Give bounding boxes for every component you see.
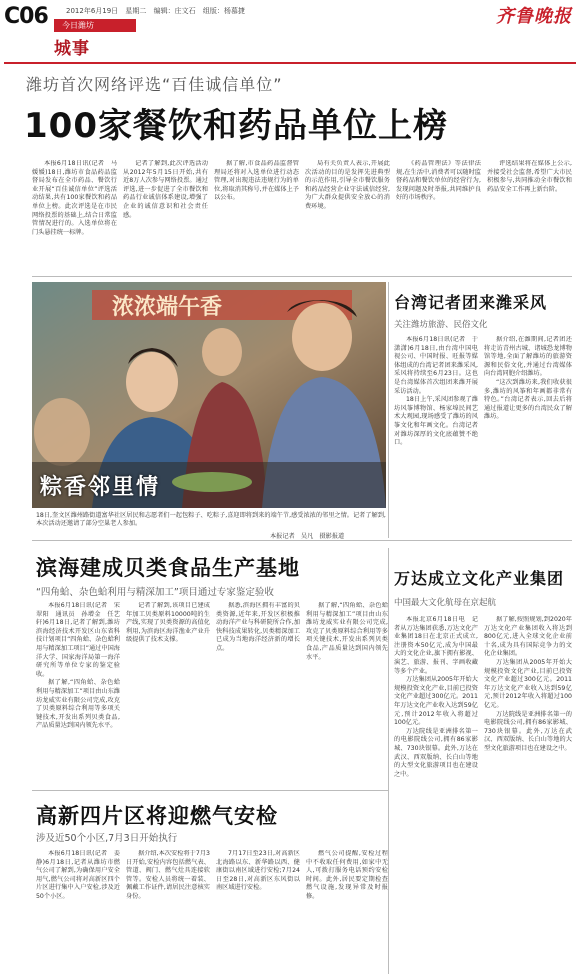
issue-weekday: 星期二 bbox=[125, 7, 147, 15]
binhai-col-2: 记者了解到,该项目已建成年加工贝类原料10000吨的生产线,实现了贝类资源的高值化利用,为滨海区海洋渔业产业升级提供了技术支撑。 bbox=[126, 602, 210, 644]
taiwan-col-2: 据介绍,在潍期间,记者团还将走访青州古城、诸城恐龙博物馆等地,全面了解潍坊的旅游资源和民俗文化,并通过台湾媒体向台湾同胞介绍潍坊。 “这次到潍坊来,我们收获很多,潍坊的风筝和年画都非常有特色。”台湾记者表示,回去后将通过报道让更多的台湾民众了解潍坊。 bbox=[484, 336, 572, 421]
editor-credit: 编辑：庄文石 bbox=[153, 7, 196, 15]
lead-kicker: 潍坊首次网络评选“百佳诚信单位” bbox=[26, 75, 283, 94]
section-title: 城事 bbox=[54, 39, 90, 59]
wanda-col-2: 据了解,按照规划,到2020年万达文化产业集团收入将达到800亿元,进入全球文化企业前十名,成为具有国际竞争力的文化企业集团。 万达集团从2005年开始大规模投资文化产业,目前已投资文化产业超过300亿元。2011年万达文化产业收入达到59亿元,预计2012年收入将超过100亿元。 万达院线是亚洲排名第一的电影院线公司,拥有86家影城、730块银幕。此外,万达在武汉、西双版纳、长白山等地的大型文化旅游项目也在建设之中。 bbox=[484, 616, 572, 752]
photo-credit: 本报记者 吴凡 摄影报道 bbox=[270, 533, 345, 540]
binhai-col-3: 据悉,滨海区拥有丰富的贝类资源,近年来,开发区积极推动海洋产业与科研院所合作,加快科技成果转化,贝类精深加工已成为当地海洋经济新的增长点。 bbox=[216, 602, 300, 652]
wanda-headline: 万达成立文化产业集团 bbox=[394, 569, 565, 588]
taiwan-subtitle: 关注潍坊旅游、民俗文化 bbox=[394, 320, 488, 330]
lead-col-5: 《药品管理法》等法律法规,在生活中,消费者可以随时监督药品和餐饮单位的经营行为,发现问题及时举报,共同维护良好的市场秩序。 bbox=[396, 160, 481, 202]
lead-col-2: 记者了解到,此次评选活动从2012年5月15日开始,共有近8万人次参与网络投票。通过评选,进一步促进了全市餐饮和药品行业诚信体系建设,增强了企业的诚信意识和社会责任感。 bbox=[123, 160, 208, 219]
binhai-col-1: 本报6月18日讯(记者 宋翠阳 通讯员 孙增金 任艺轩)6月18日,记者了解到,潍坊滨海经济技术开发区山东省科技计划项目“四角蛤、杂色蛤利用与精深加工项目”通过中国海洋大学、国家海洋局第一海洋研究所等单位专家的鉴定验收。 据了解,“四角蛤、杂色蛤利用与精深加工”项目由山东潍坊龙威实业有限公司完成,攻克了贝类原料综合利用等多项关键技术,开发出系列贝类食品,产品质量达到国内领先水平。 bbox=[36, 602, 120, 730]
banner-text: 浓浓端午香 bbox=[112, 295, 223, 320]
mid-divider bbox=[32, 540, 572, 541]
layout-credit: 组版：杨慕捷 bbox=[202, 7, 245, 15]
wanda-subtitle: 中国最大文化航母在京起航 bbox=[394, 598, 497, 608]
taiwan-col-1: 本报6月18日讯(记者 于潇潇)6月18日,由台湾中国电视公司、中国时报、旺报等媒体组成的台湾记者团来潍采风,采风将持续至6月23日。这也是台湾媒体首次组团来潍开展采访活动。 18日上午,采风团参观了潍坊风筝博物馆、杨家埠民间艺术大观园,现场感受了潍坊的风筝文化和年画文化。台湾记者对潍坊深厚的文化底蕴赞不绝口。 bbox=[394, 336, 478, 447]
photo-caption: 18日,奎文区潍州路街道富华社区居民和志愿者们一起包粽子、吃粽子,喜迎即将到来的端午节,感受浓浓的邻里之情。记者了解到,本次活动还邀请了部分空巢老人参加。 bbox=[36, 512, 386, 528]
page-number: C06 bbox=[4, 4, 48, 29]
taiwan-headline: 台湾记者团来潍采风 bbox=[394, 293, 548, 312]
binhai-col-4: 据了解,“四角蛤、杂色蛤利用与精深加工”项目由山东潍坊龙威实业有限公司完成,攻克了贝类原料综合利用等多项关键技术,开发出系列贝类食品,产品质量达到国内领先水平。 bbox=[306, 602, 388, 661]
lead-divider bbox=[32, 276, 572, 277]
gas-subtitle: 涉及近50个小区,7月3日开始执行 bbox=[36, 833, 178, 844]
lead-headline: 100家餐饮和药品单位上榜 bbox=[24, 106, 448, 146]
binhai-subtitle: “四角蛤、杂色蛤利用与精深加工”项目通过专家鉴定验收 bbox=[36, 587, 274, 598]
masthead bbox=[0, 0, 580, 62]
lead-col-1: 本报6月18日讯(记者 马媛媛)18日,潍坊市食品药品监督局发布在全市药品、餐饮行业开展“百佳诚信单位”评选活动结果,共有100家餐饮和药品单位上榜。此次评选是在市民网络投票的基础上,结合日常监管情况进行的。入选单位将在门头悬挂统一标牌。 bbox=[32, 160, 117, 236]
col-divider-top bbox=[388, 282, 389, 538]
section-tab: 今日潍坊 bbox=[54, 19, 136, 32]
binhai-headline: 滨海建成贝类食品生产基地 bbox=[36, 556, 300, 580]
gas-col-2: 据介绍,本次安检将于7月3日开始,安检内容包括燃气表、管道、阀门、燃气灶具连接软管等。安检人员将统一着装、佩戴工作证件,请居民注意核实身份。 bbox=[126, 850, 210, 900]
issue-date: 2012年6月19日 bbox=[66, 7, 119, 15]
lead-col-6: 评选结果将在媒体上公示,并接受社会监督,希望广大市民积极参与,共同推动全市餐饮和药品安全工作再上新台阶。 bbox=[487, 160, 572, 193]
issue-meta bbox=[66, 6, 250, 16]
photo-title: 粽香邻里情 bbox=[40, 475, 161, 500]
col-divider-bottom bbox=[388, 548, 389, 974]
lower-divider bbox=[32, 790, 388, 791]
wanda-col-1: 本报北京6月18日电 记者从万达集团获悉,万达文化产业集团18日在北京正式成立,注册资本50亿元,成为中国最大的文化企业,旗下拥有影视、演艺、旅游、报刊、字画收藏等多个产业。 万达集团从2005年开始大规模投资文化产业,目前已投资文化产业超过300亿元。2011年万达文化产业收入达到59亿元,预计2012年收入将超过100亿元。 万达院线是亚洲排名第一的电影院线公司,拥有86家影城、730块银幕。此外,万达在武汉、西双版纳、长白山等地的大型文化旅游项目也在建设之中。 bbox=[394, 616, 478, 778]
header-rule bbox=[4, 62, 576, 64]
gas-headline: 高新四片区将迎燃气安检 bbox=[36, 804, 278, 828]
gas-col-3: 7月17日至23日,对高新区北海路以东、新华路以西、健康街以南区域进行安检;7月24日至28日,对高新区东风街以南区域进行安检。 bbox=[216, 850, 300, 892]
lead-col-3: 据了解,市食品药品监督管理局还将对入选单位进行动态管理,对出现违法违规行为的单位,将取消其称号,并在媒体上予以公布。 bbox=[214, 160, 299, 202]
newspaper-logo: 齐鲁晚报 bbox=[496, 6, 572, 27]
gas-col-1: 本报6月18日讯(记者 姜静)6月18日,记者从潍坊市燃气公司了解到,为确保用户安全用气,燃气公司将对高新区四个片区进行集中入户安检,涉及近50个小区。 bbox=[36, 850, 120, 900]
lead-col-4: 局有关负责人表示,开展此次活动的目的是发挥先进典型的示范作用,引导全市餐饮服务和药品经营企业守法诚信经营,为广大群众提供安全放心的消费环境。 bbox=[305, 160, 390, 210]
gas-col-4: 燃气公司提醒,安检过程中不收取任何费用,如家中无人,可拨打服务电话预约安检时间。此外,居民要定期检查燃气设施,发现异常及时报修。 bbox=[306, 850, 388, 900]
